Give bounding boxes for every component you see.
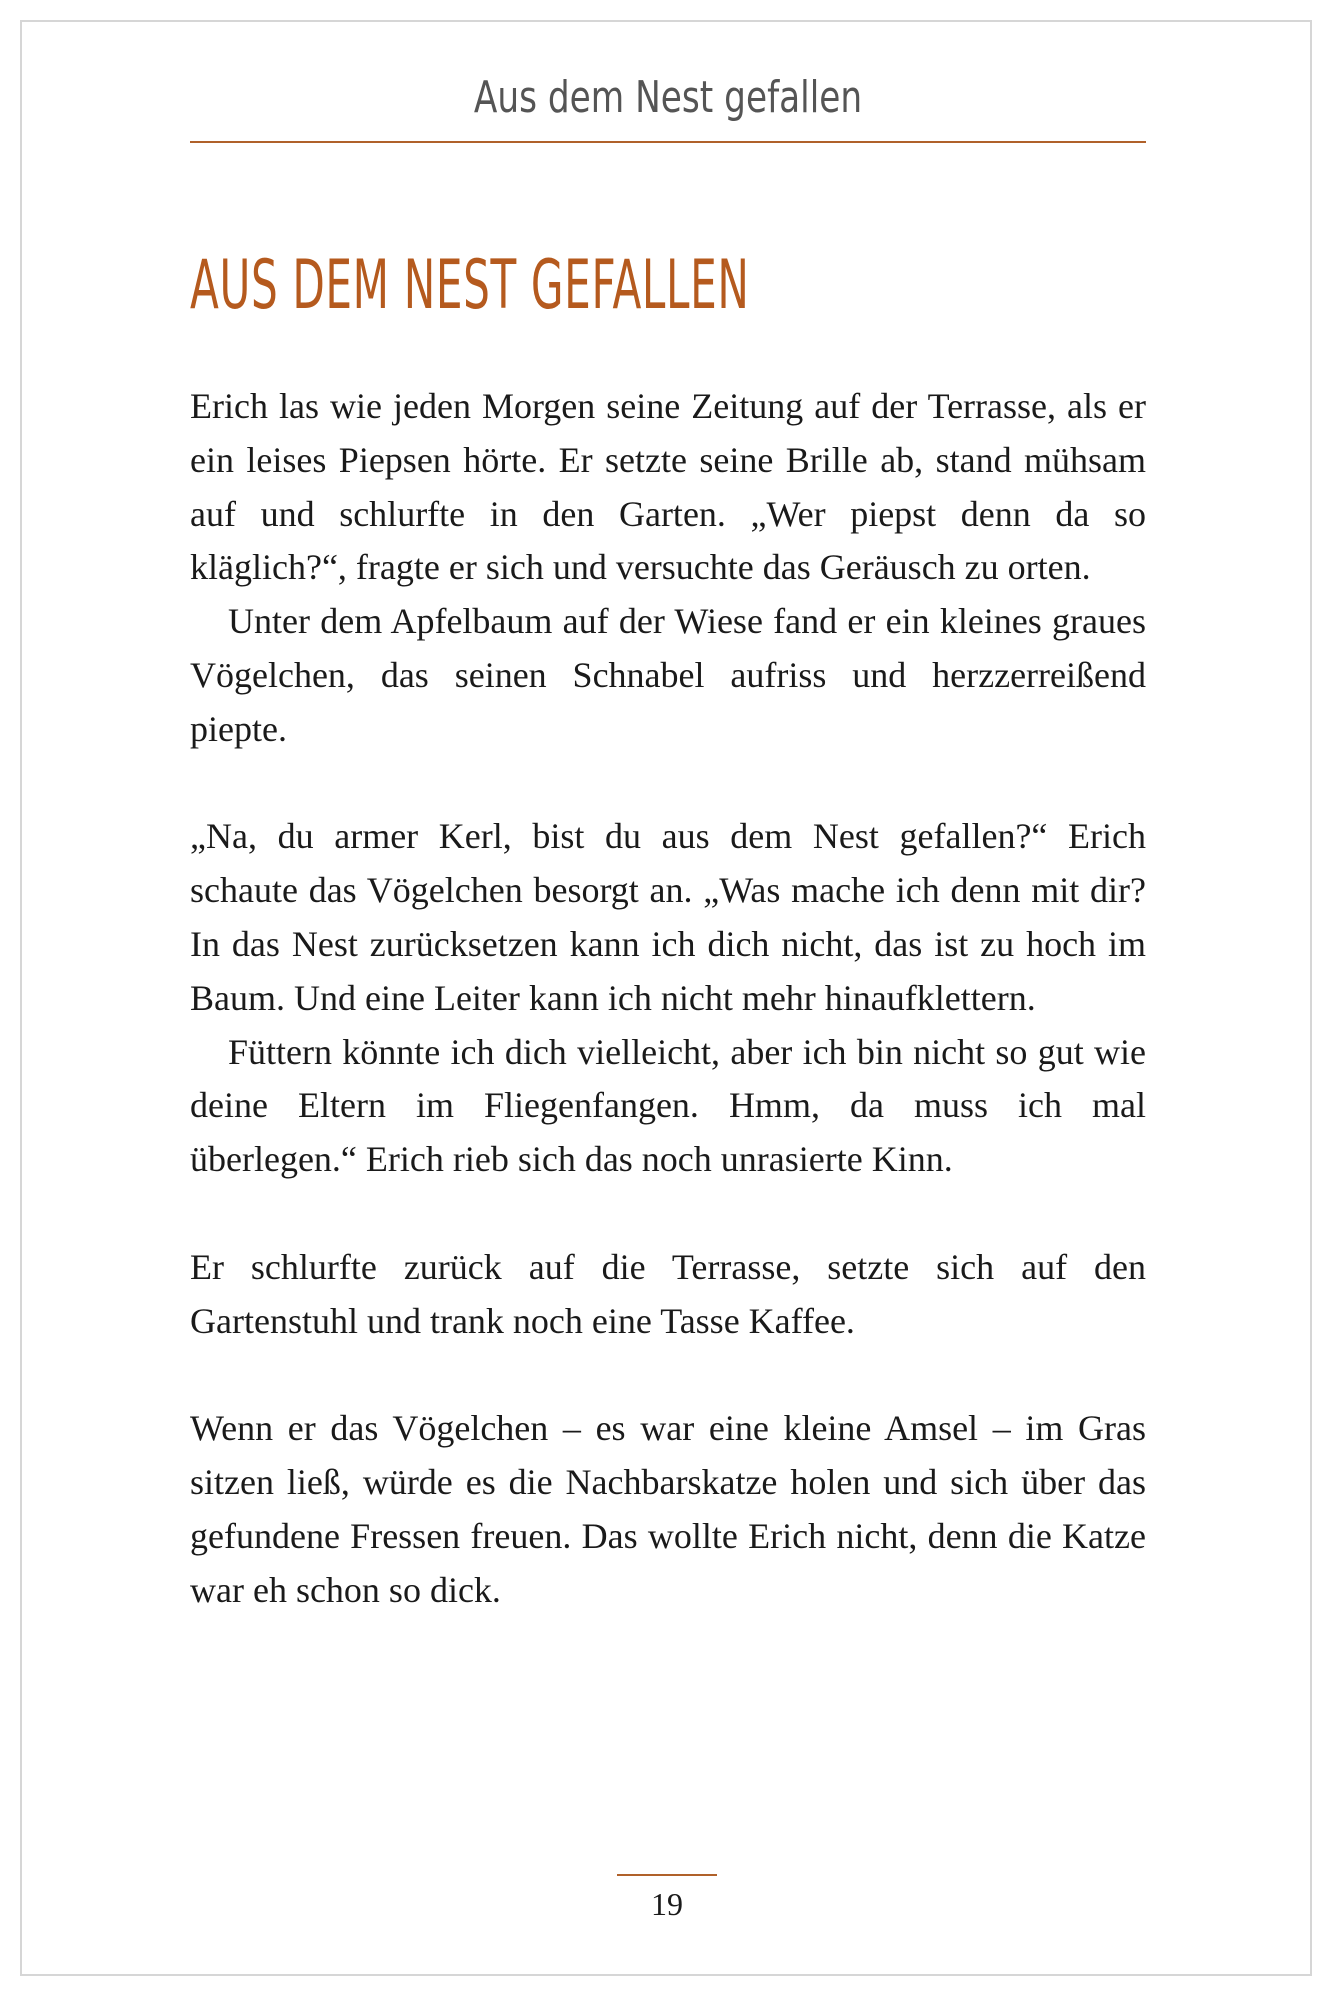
header-rule [190,141,1146,143]
paragraph: Erich las wie jeden Morgen seine Zeitung auf der Terrasse, als er ein leises Piepsen hörte. Er setzte seine Brille ab, stand mühsam auf und schlurfte in den Garten. „Wer piepst denn da so kläglich?“, fragte er sich und versuchte das Geräusch zu orten. [190,386,1146,588]
body-text [190,380,1146,1617]
paragraph: Er schlurfte zurück auf die Terrasse, setzte sich auf den Gartenstuhl und trank noch eine Tasse Kaffee. [190,1246,1146,1341]
paragraph: Unter dem Apfelbaum auf der Wiese fand er ein kleines graues Vögelchen, das seinen Schnabel aufriss und herzzerreißend piepte. [190,601,1146,749]
footer-rule [617,1874,717,1876]
paragraph: Füttern könnte ich dich vielleicht, aber ich bin nicht so gut wie deine Eltern im Fliegenfangen. Hmm, da muss ich mal überlegen.“ Erich rieb sich das noch unrasierte Kinn. [190,1031,1146,1180]
chapter-title: AUS DEM NEST GEFALLEN [190,246,750,325]
page-number: 19 [651,1886,683,1922]
paragraph: Wenn er das Vögelchen – es war eine kleine Amsel – im Gras sitzen ließ, würde es die Nachbarskatze holen und sich über das gefundene Fressen freuen. Das wollte Erich nicht, denn die Katze war eh schon so dick. [190,1408,1146,1610]
paragraph: „Na, du armer Kerl, bist du aus dem Nest gefallen?“ Erich schaute das Vögelchen besorgt an. „Was mache ich denn mit dir? In das Nest zurücksetzen kann ich dich nicht, das ist zu hoch im Baum. Und eine Leiter kann ich nicht mehr hinaufklettern. [190,816,1146,1018]
running-head: Aus dem Nest gefallen [473,72,863,123]
